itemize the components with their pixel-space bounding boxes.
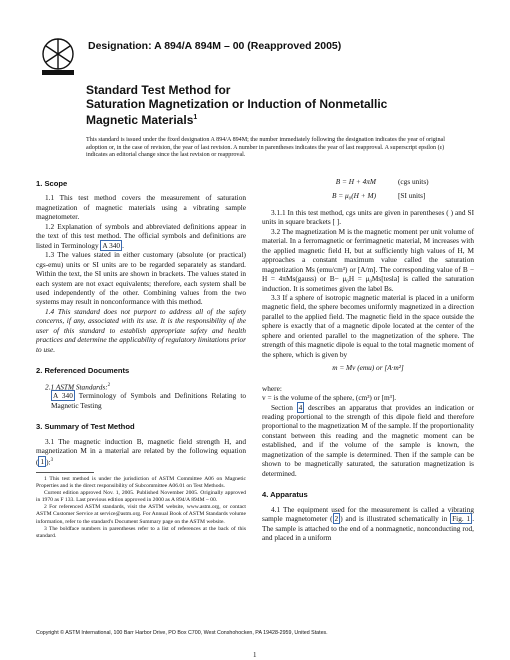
footnote-2: 2 For referenced ASTM standards, visit the ASTM website, www.astm.org, or contact ASTM Customer Service at service@astm.org. For Annual Book of ASTM Standards volume information, refer to the standard's Document Summary page on the ASTM website. (36, 504, 246, 525)
section-3-3: 3.3 If a sphere of isotropic magnetic material is placed in a uniform magnetic field, the sphere becomes uniformly magnetized in a direction parallel to the applied field. The magnetic field in the space outside the sphere is exactly that of a magnetic dipole located at the center of the sphere and oriented parallel to the magnetization of the sphere. The strength of this magnetic dipole is equal to the total magnetic moment of the sphere, which is given by (262, 292, 474, 359)
section-1-2: 1.2 Explanation of symbols and abbreviated definitions appear in the text of this test method. The official symbols and definitions are listed in Terminology A 340 . (36, 221, 246, 250)
section-1-3: 1.3 The values stated in either customary (absolute (or practical) cgs-emu) units or SI units are to be regarded separately as standard. Within the text, the SI units are shown in brackets. The values stated in each system are not exact equivalents; therefore, each system shall be used independently of the other. Combining values from the two systems may result in nonconformance with this method. (36, 250, 246, 307)
section-1-4: 1.4 This standard does not purport to address all of the safety concerns, if any, associated with its use. It is the responsibility of the user of this standard to establish appropriate safety and health practices and determine the applicability of regulatory limitations prior to use. (36, 306, 246, 354)
footnote-1b: Current edition approved Nov. 1, 2005. Published November 2005. Originally approved in 1970 as F 133. Last previous edition approved in 2000 as A 894/A 894M – 00. (36, 490, 246, 504)
summary-heading: 3. Summary of Test Method (36, 422, 135, 432)
footnote-rule (36, 472, 94, 473)
footnote-1: 1 This test method is under the jurisdiction of ASTM Committee A06 on Magnetic Properties and is the direct responsibility of Subcommittee A06.01 on Test Methods. (36, 476, 246, 490)
referenced-documents-heading: 2. Referenced Documents (36, 366, 130, 376)
section-4-1: 4.1 The equipment used for the measurement is called a vibrating sample magnetometer ( 2 ) and is illustrated schematically in Fig. 1 . The sample is attached to the end of a nonmagnetic, nonconducting rod, and placed in a uniform (262, 504, 475, 542)
equation-2: B = μ₀(H + M) [SI units] (331, 191, 426, 201)
astm-logo (38, 36, 78, 76)
standard-note: This standard is issued under the fixed designation A 894/A 894M; the number immediately following the designation indicates the year of original adoption or, in the case of revision, the year of last revision. A number in parentheses indicates the year of last reapproval. A superscript epsilon (ε) indicates an editorial change since the last revision or reapproval. (86, 137, 445, 159)
reference-a340-link[interactable]: A 340 (53, 391, 73, 401)
copyright: Copyright © ASTM International, 100 Barr Harbor Drive, PO Box C700, West Conshohocken, PA 19428-2959, United States. (36, 630, 328, 636)
section-3-1: 3.1 The magnetic induction B, magnetic field strength H, and magnetization M in a material are related by the following equation ( 1 ):$^3$ (36, 436, 246, 467)
section-3-4: Section 4 describes an apparatus that provides an indication or reading proportional to the strength of this dipole field and therefore proportional to the magnetization M of the sample. If the proportionality constant between this reading and the magnetic moment can be established, and if the volume of the sample is known, the magnetization of the sample is determined. Then if the sample can be shown to be magnetically saturated, the saturation magnetization is determined. (262, 402, 475, 478)
reference-a340: A 340 Terminology of Symbols and Definitions Relating to Magnetic Testing (51, 391, 246, 410)
page-number: 1 (253, 651, 257, 659)
terminology-link[interactable]: A 340 (102, 240, 121, 250)
apparatus-heading: 4. Apparatus (262, 490, 308, 500)
where-label: where: (262, 383, 282, 393)
section-3-1-1: 3.1.1 In this test method, cgs units are given in parentheses ( ) and SI units in square brackets [ ]. (262, 207, 474, 227)
reference-2-link[interactable]: 2 (334, 514, 339, 524)
section-4-link[interactable]: 4 (298, 402, 303, 412)
designation: Designation: A 894/A 894M – 00 (Reapproved 2005) (88, 40, 342, 52)
section-1-1: 1.1 This test method covers the measurement of saturation magnetization of magnetic materials using a vibrating sample magnetometer. (36, 193, 246, 222)
left-column (36, 177, 246, 467)
title-line-3: Magnetic Materials$^1$ (86, 113, 198, 127)
figure-1-link[interactable]: Fig. 1 (452, 514, 471, 524)
equation-1: B = H + 4πM (cgs units) (335, 177, 429, 186)
title-line-1: Standard Test Method for (86, 83, 231, 97)
title-line-2: Saturation Magnetization or Induction of Nonmetallic (86, 96, 388, 111)
document-title (86, 84, 446, 128)
right-column (262, 177, 474, 542)
equation-3: m = Mv (emu) or [A·m²] (332, 363, 404, 373)
where-definition: v = is the volume of the sphere, (cm³) or [m³]. (262, 393, 397, 403)
reference-1-link[interactable]: 1 (40, 457, 45, 467)
scope-heading: 1. Scope (36, 179, 68, 188)
astm-logo-mark (38, 36, 78, 76)
footnotes (36, 476, 246, 540)
footnote-3: 3 The boldface numbers in parentheses refer to a list of references at the back of this standard. (36, 525, 246, 539)
section-2-1: 2.1 ASTM Standards:$^2$ (45, 382, 111, 392)
section-3-2: 3.2 The magnetization M is the magnetic moment per unit volume of material. In a ferromagnetic or ferrimagnetic material, M increases with the applied magnetic field H, but at sufficiently high values of H, M approaches a constant maximum value called the saturation magnetization Ms (emu/cm³) or [A/m]. The corresponding value of B − H = 4πMs(gauss) or B− μ₀H = μ₀Ms[tesla] is called the saturation induction. It is sometimes given the label Bs. (262, 226, 474, 293)
